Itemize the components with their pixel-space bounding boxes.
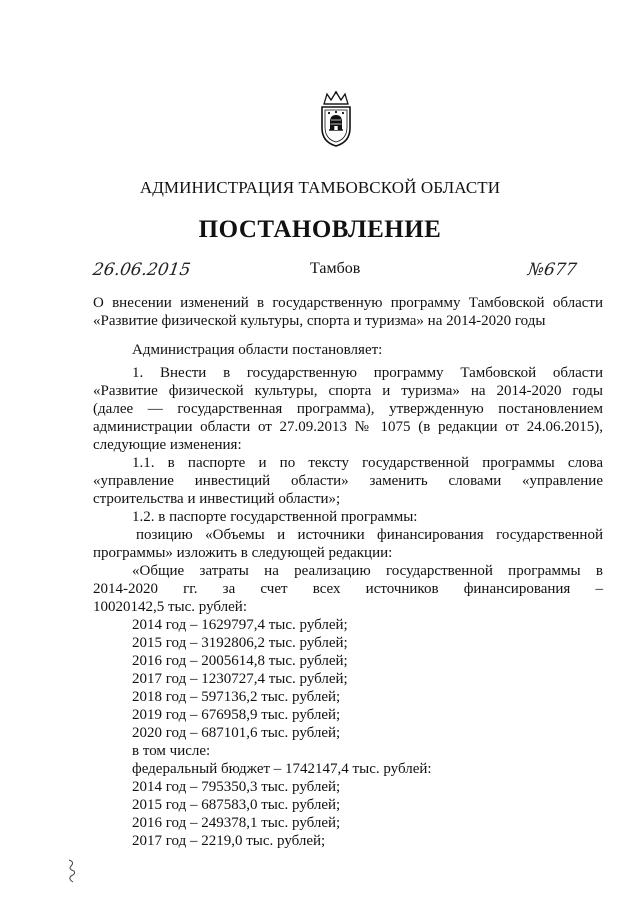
list-item: 2014 год – 795350,3 тыс. рублей; bbox=[132, 779, 341, 795]
handwritten-margin-mark bbox=[66, 858, 78, 884]
list-item: 2017 год – 2219,0 тыс. рублей; bbox=[132, 833, 326, 849]
document-number: №677 bbox=[526, 260, 578, 280]
list-item: 2015 год – 687583,0 тыс. рублей; bbox=[132, 797, 341, 813]
para-1-line-4: администрации области от 27.09.2013 № 1075 (в редакции от 24.06.2015), bbox=[93, 419, 603, 435]
document-type-title: ПОСТАНОВЛЕНИЕ bbox=[198, 216, 442, 243]
para-1-1-line-2: «управление инвестиций области» заменить словами «управление bbox=[93, 473, 603, 489]
quote-line-3: 10020142,5 тыс. рублей: bbox=[93, 599, 247, 615]
quote-line-2: 2014-2020 гг. за счет всех источников финансирования – bbox=[93, 581, 603, 597]
para-1-line-1: 1. Внести в государственную программу Тамбовской области bbox=[132, 365, 603, 381]
document-date: 26.06.2015 bbox=[91, 260, 192, 280]
para-1-2: 1.2. в паспорте государственной программы: bbox=[132, 509, 418, 525]
para-1-1-line-1: 1.1. в паспорте и по тексту государственной программы слова bbox=[132, 455, 603, 471]
subject-line-2: «Развитие физической культуры, спорта и туризма» на 2014-2020 годы bbox=[93, 313, 546, 329]
list-item: 2019 год – 676958,9 тыс. рублей; bbox=[132, 707, 341, 723]
para-1-2a-line-1: позицию «Объемы и источники финансирования государственной bbox=[136, 527, 603, 543]
para-1-1-line-3: строительства и инвестиций области»; bbox=[93, 491, 341, 507]
list-item: 2018 год – 597136,2 тыс. рублей; bbox=[132, 689, 341, 705]
document-city: Тамбов bbox=[310, 260, 361, 277]
para-1-line-3: (далее — государственная программа), утвержденную постановлением bbox=[93, 401, 603, 417]
subject-line-1: О внесении изменений в государственную программу Тамбовской области bbox=[93, 295, 603, 311]
para-1-line-5: следующие изменения: bbox=[93, 437, 242, 453]
para-1-line-2: «Развитие физической культуры, спорта и туризма» на 2014-2020 годы bbox=[93, 383, 603, 399]
tambov-coat-of-arms-icon bbox=[318, 90, 354, 148]
list-item: 2017 год – 1230727,4 тыс. рублей; bbox=[132, 671, 348, 687]
preamble: Администрация области постановляет: bbox=[132, 342, 383, 358]
federal-budget-line: федеральный бюджет – 1742147,4 тыс. рублей: bbox=[132, 761, 432, 777]
including-label: в том числе: bbox=[132, 743, 211, 759]
list-item: 2016 год – 249378,1 тыс. рублей; bbox=[132, 815, 341, 831]
quote-line-1: «Общие затраты на реализацию государственной программы в bbox=[132, 563, 603, 579]
list-item: 2015 год – 3192806,2 тыс. рублей; bbox=[132, 635, 348, 651]
list-item: 2014 год – 1629797,4 тыс. рублей; bbox=[132, 617, 348, 633]
para-1-2a-line-2: программы» изложить в следующей редакции: bbox=[93, 545, 393, 561]
organization-name: АДМИНИСТРАЦИЯ ТАМБОВСКОЙ ОБЛАСТИ bbox=[139, 178, 501, 197]
list-item: 2016 год – 2005614,8 тыс. рублей; bbox=[132, 653, 348, 669]
list-item: 2020 год – 687101,6 тыс. рублей; bbox=[132, 725, 341, 741]
